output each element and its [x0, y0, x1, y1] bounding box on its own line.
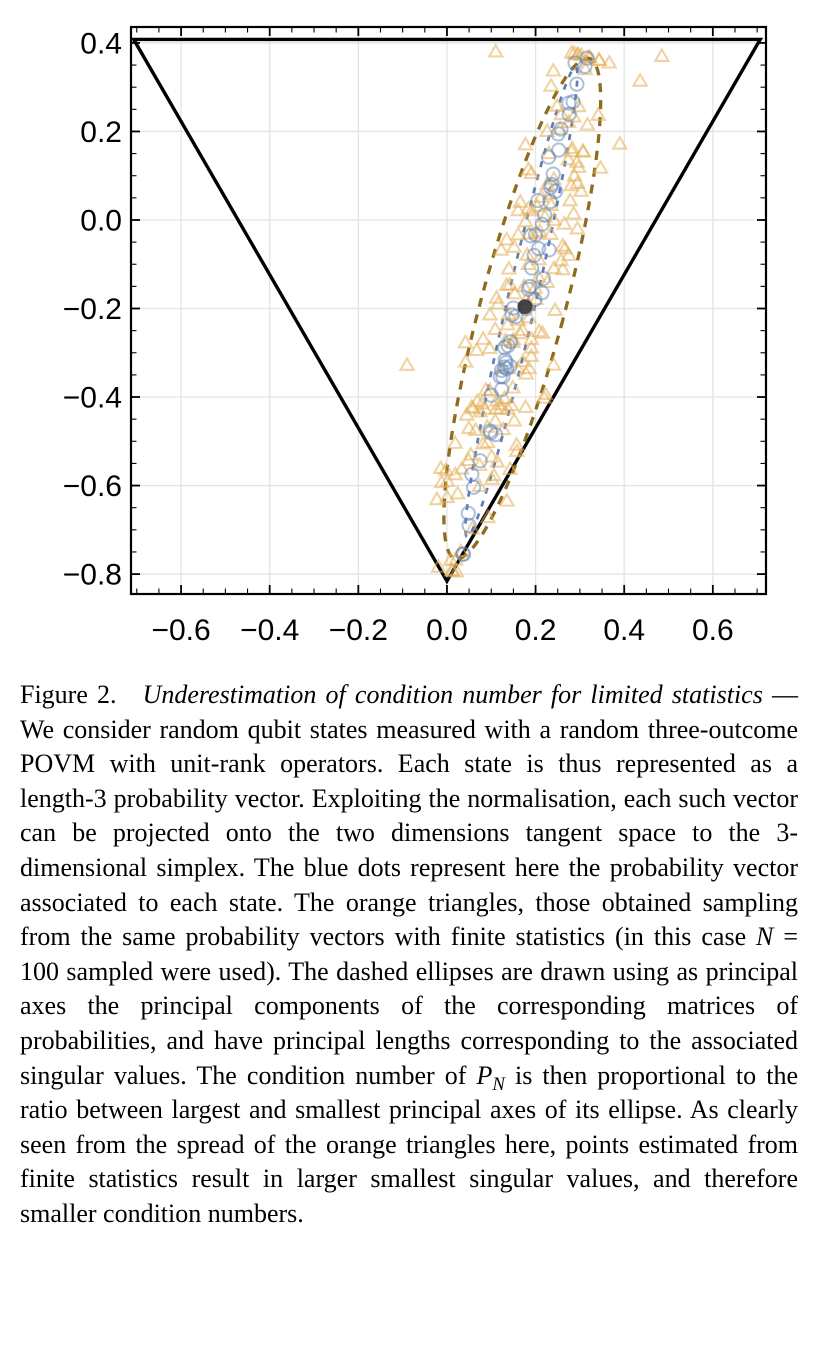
triangle-marker	[547, 64, 560, 75]
triangle-marker	[594, 161, 607, 172]
triangle-marker	[483, 308, 496, 319]
y-tick-label: 0.2	[80, 115, 122, 149]
plot-frame	[131, 27, 766, 594]
triangle-marker	[489, 323, 502, 334]
y-tick-label: 0.0	[80, 204, 122, 238]
center-dot	[517, 299, 532, 314]
triangle-marker	[519, 401, 532, 412]
simplex-scatter-plot	[0, 0, 824, 662]
triangle-marker	[470, 344, 483, 355]
y-tick-label: −0.4	[62, 381, 122, 415]
triangle-marker	[571, 222, 584, 233]
triangle-marker	[634, 74, 647, 85]
axis-ticks	[131, 27, 766, 594]
x-tick-label: −0.2	[328, 614, 388, 647]
y-tick-label: −0.6	[62, 470, 122, 504]
x-tick-label: −0.4	[240, 614, 300, 647]
triangle-marker	[514, 195, 527, 206]
x-tick-label: −0.6	[151, 614, 211, 647]
triangle-marker	[547, 358, 560, 369]
triangle-marker	[655, 49, 668, 60]
y-tick-label: 0.4	[80, 27, 122, 61]
triangle-marker	[592, 108, 605, 119]
x-tick-label: 0.2	[514, 614, 557, 647]
triangle-marker	[548, 303, 561, 314]
triangle-marker	[544, 79, 557, 90]
y-axis-tick-labels	[63, 27, 122, 591]
triangle-marker	[489, 45, 502, 56]
triangle-marker	[519, 138, 532, 149]
figure-caption	[20, 678, 798, 1232]
figure-label: Figure 2.	[20, 680, 117, 709]
triangle-marker	[508, 414, 521, 425]
circle-marker	[552, 143, 565, 156]
triangle-marker	[507, 240, 520, 251]
triangle-marker	[502, 262, 515, 273]
x-tick-label: 0.0	[426, 614, 468, 647]
caption-text: Underestimation of condition number for limited statistics — We consider random qubit states measured with a random three-outcome POVM with unit-rank operators. Each state is thus represented as a length-3 probability vector. Exploiting the normalisation, each such vector can be projected onto the two dimensions tangent space to the 3-dimensional simplex. The blue dots represent here the probability vector associated to each state. The orange triangles, those obtained sampling from the same probability vectors with finite statistics (in this case N = 100 sampled were used). The dashed ellipses are drawn using as principal axes the principal components of the corresponding matrices of probabilities, and have principal lengths corresponding to the associated singular values. The condition number of $P_N$ is then proportional to the ratio between largest and smallest principal axes of its ellipse. As clearly seen from the spread of the orange triangles here, points estimated from finite statistics result in larger smallest singular values, and therefore smaller condition numbers.	[20, 680, 798, 1228]
triangle-marker	[451, 487, 464, 498]
triangle-marker	[567, 207, 580, 218]
grid-lines	[131, 27, 766, 594]
x-tick-label: 0.6	[691, 614, 734, 647]
figure-2	[0, 0, 824, 662]
triangle-marker	[547, 262, 560, 273]
y-tick-label: −0.8	[62, 558, 122, 592]
circle-marker	[495, 383, 508, 396]
triangle-marker	[400, 358, 413, 369]
x-axis-tick-labels	[151, 614, 733, 647]
y-tick-label: −0.2	[62, 293, 122, 327]
x-tick-label: 0.4	[603, 614, 646, 647]
